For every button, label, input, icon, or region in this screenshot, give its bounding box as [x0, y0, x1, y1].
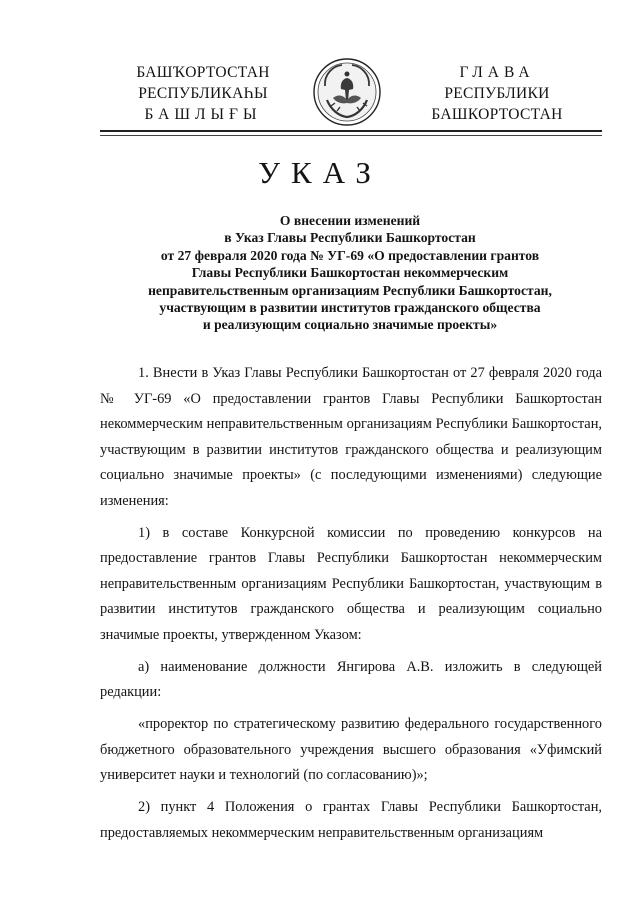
header-right-line-2: РЕСПУБЛИКИ [444, 85, 550, 102]
header-right-line-1: ГЛАВА [459, 64, 535, 81]
decree-subject [100, 212, 600, 334]
subject-line: в Указ Главы Республики Башкортостан [224, 230, 476, 246]
header-divider-thick [100, 130, 602, 132]
paragraph-subitem-2: 2) пункт 4 Положения о грантах Главы Республики Башкортостан, предоставляемых некоммерческим неправительственным организациям [100, 799, 602, 841]
subject-line: и реализующим социально значимые проекты» [202, 317, 498, 333]
header-left-line-1: БАШҠОРТОСТАН [136, 64, 270, 81]
paragraph-subitem-1: 1) в составе Конкурсной комиссии по проведению конкурсов на предоставление грантов Главы Республики Башкортостан некоммерческим неправительственным организациям Республики Башкортостан, участвующим в развитии институтов гражданского общества и реализующим социально значимые проекты, утвержденном Указом: [100, 524, 602, 643]
decree-body [100, 361, 602, 846]
paragraph-subitem-a: а) наименование должности Янгирова А.В. изложить в следующей редакции: [100, 658, 602, 700]
paragraph-item-1: 1. Внести в Указ Главы Республики Башкортостан от 27 февраля 2020 года № УГ-69 «О предоставлении грантов Главы Республики Башкортостан некоммерческим неправительственным организациям Республики Башкортостан, участвующим в развитии институтов гражданского общества и реализующим социально значимые проекты» (с последующими изменениями) следующие изменения: [100, 365, 602, 509]
header-right-russian [408, 62, 586, 125]
header-left-line-3: БАШЛЫҒЫ [144, 106, 262, 123]
subject-line: участвующим в развитии институтов гражданского общества [159, 300, 541, 316]
coat-of-arms-icon [311, 56, 383, 128]
header-left-line-2: РЕСПУБЛИКАҺЫ [138, 85, 268, 102]
header-right-line-3: БАШКОРТОСТАН [431, 106, 563, 123]
header-divider-thin [100, 135, 602, 136]
subject-line: неправительственным организациям Республики Башкортостан, [148, 282, 552, 298]
document-title: УКАЗ [258, 155, 382, 190]
paragraph-quoted-position: «проректор по стратегическому развитию федерального государственного бюджетного образовательного учреждения высшего образования «Уфимский университет науки и технологий (по согласованию)»; [100, 716, 602, 783]
subject-line: Главы Республики Башкортостан некоммерческим [191, 265, 509, 281]
subject-line: от 27 февраля 2020 года № УГ-69 «О предоставлении грантов [160, 247, 540, 263]
header-left-bashkir [118, 62, 288, 125]
subject-line: О внесении изменений [279, 213, 421, 228]
